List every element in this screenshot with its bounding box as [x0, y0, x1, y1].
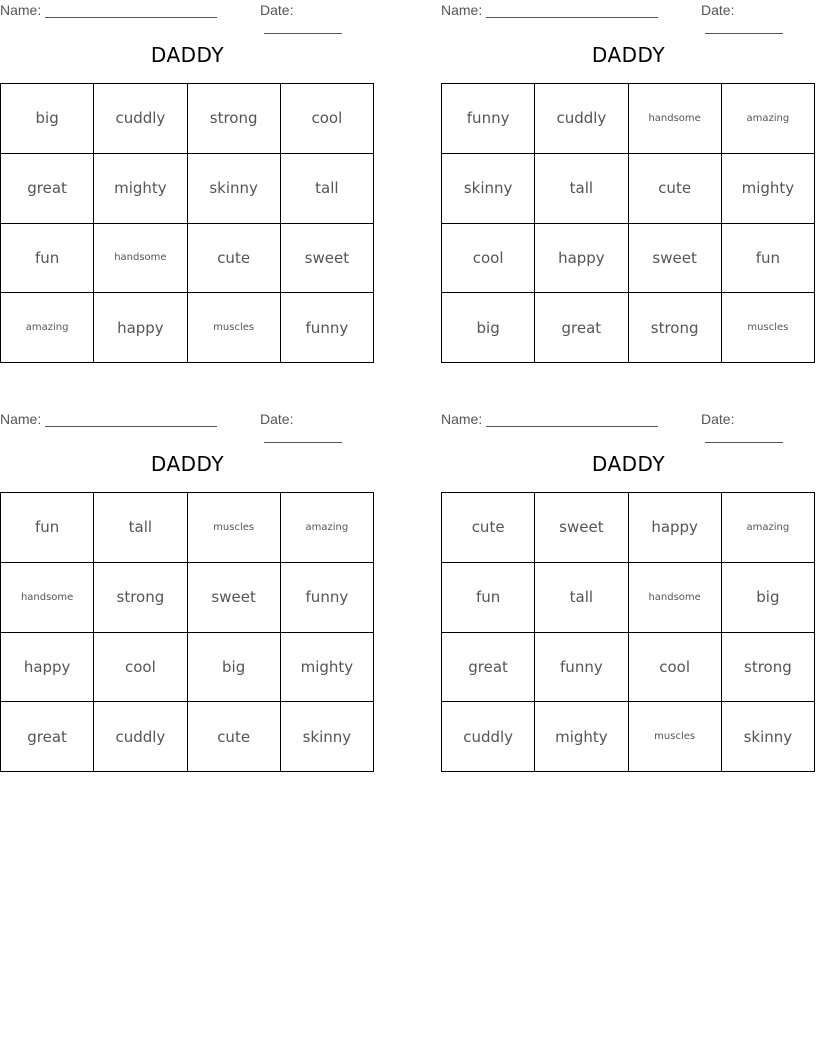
date-field: [260, 2, 375, 34]
bingo-cell: funny: [281, 563, 374, 633]
date-blank-line: [705, 20, 783, 34]
name-label: Name:: [0, 2, 42, 18]
card-title: DADDY: [591, 43, 666, 67]
bingo-cell: handsome: [629, 563, 722, 633]
bingo-cell: funny: [535, 633, 628, 703]
bingo-cell: cute: [442, 493, 535, 563]
name-label: Name:: [441, 2, 483, 18]
bingo-cell: strong: [629, 293, 722, 363]
bingo-cell: sweet: [188, 563, 281, 633]
name-field: [0, 411, 217, 427]
bingo-cell: skinny: [281, 702, 374, 772]
name-label: Name:: [0, 411, 42, 427]
date-field: [701, 2, 816, 34]
date-label: Date:: [701, 2, 735, 18]
card-header: [0, 409, 375, 431]
bingo-cell: big: [722, 563, 815, 633]
bingo-cell: skinny: [188, 154, 281, 224]
bingo-cell: amazing: [1, 293, 94, 363]
bingo-card-2: [441, 0, 816, 337]
bingo-cell: happy: [1, 633, 94, 703]
bingo-cell: cute: [188, 224, 281, 294]
card-header: [441, 409, 816, 431]
bingo-cell: big: [188, 633, 281, 703]
bingo-cell: strong: [94, 563, 187, 633]
bingo-cell: fun: [1, 224, 94, 294]
bingo-cell: handsome: [1, 563, 94, 633]
name-blank-line: [45, 4, 217, 18]
date-field: [260, 411, 375, 443]
name-blank-line: [45, 413, 217, 427]
date-blank-line: [705, 429, 783, 443]
date-label: Date:: [260, 2, 294, 18]
bingo-cell: mighty: [722, 154, 815, 224]
bingo-cell: tall: [535, 154, 628, 224]
bingo-cell: muscles: [629, 702, 722, 772]
bingo-cell: great: [1, 702, 94, 772]
bingo-cell: sweet: [629, 224, 722, 294]
bingo-cell: mighty: [535, 702, 628, 772]
bingo-cell: cute: [188, 702, 281, 772]
bingo-grid: [0, 83, 374, 363]
bingo-cell: skinny: [442, 154, 535, 224]
bingo-grid: [441, 83, 815, 363]
bingo-cell: amazing: [722, 84, 815, 154]
bingo-cell: happy: [535, 224, 628, 294]
bingo-cell: muscles: [188, 493, 281, 563]
bingo-cell: amazing: [722, 493, 815, 563]
bingo-cell: cuddly: [442, 702, 535, 772]
bingo-cell: tall: [535, 563, 628, 633]
bingo-cell: happy: [94, 293, 187, 363]
bingo-cell: muscles: [188, 293, 281, 363]
card-title: DADDY: [150, 452, 225, 476]
bingo-cell: great: [1, 154, 94, 224]
card-title: DADDY: [150, 43, 225, 67]
bingo-card-4: [441, 409, 816, 746]
date-label: Date:: [260, 411, 294, 427]
card-title: DADDY: [591, 452, 666, 476]
bingo-cell: great: [535, 293, 628, 363]
name-label: Name:: [441, 411, 483, 427]
bingo-cell: amazing: [281, 493, 374, 563]
bingo-card-1: [0, 0, 375, 337]
bingo-cell: fun: [442, 563, 535, 633]
bingo-cell: cuddly: [535, 84, 628, 154]
bingo-cell: cool: [94, 633, 187, 703]
card-header: [0, 0, 375, 22]
date-blank-line: [264, 20, 342, 34]
bingo-cell: funny: [281, 293, 374, 363]
bingo-card-3: [0, 409, 375, 746]
bingo-cell: strong: [722, 633, 815, 703]
card-header: [441, 0, 816, 22]
bingo-cell: mighty: [94, 154, 187, 224]
bingo-cell: big: [442, 293, 535, 363]
bingo-cell: sweet: [281, 224, 374, 294]
bingo-cell: happy: [629, 493, 722, 563]
date-blank-line: [264, 429, 342, 443]
name-field: [441, 411, 658, 427]
bingo-cell: handsome: [629, 84, 722, 154]
bingo-cell: cute: [629, 154, 722, 224]
bingo-cell: cool: [281, 84, 374, 154]
bingo-cell: big: [1, 84, 94, 154]
bingo-cell: mighty: [281, 633, 374, 703]
bingo-cell: cuddly: [94, 84, 187, 154]
bingo-cell: fun: [1, 493, 94, 563]
date-field: [701, 411, 816, 443]
name-field: [441, 2, 658, 18]
name-blank-line: [486, 4, 658, 18]
bingo-cell: strong: [188, 84, 281, 154]
bingo-cell: tall: [281, 154, 374, 224]
bingo-grid: [0, 492, 374, 772]
bingo-cell: muscles: [722, 293, 815, 363]
bingo-cell: tall: [94, 493, 187, 563]
bingo-cell: fun: [722, 224, 815, 294]
bingo-cell: handsome: [94, 224, 187, 294]
bingo-cell: cool: [442, 224, 535, 294]
bingo-cell: cool: [629, 633, 722, 703]
bingo-cell: cuddly: [94, 702, 187, 772]
name-field: [0, 2, 217, 18]
date-label: Date:: [701, 411, 735, 427]
bingo-cell: great: [442, 633, 535, 703]
bingo-cell: skinny: [722, 702, 815, 772]
bingo-grid: [441, 492, 815, 772]
name-blank-line: [486, 413, 658, 427]
bingo-cell: sweet: [535, 493, 628, 563]
bingo-cell: funny: [442, 84, 535, 154]
